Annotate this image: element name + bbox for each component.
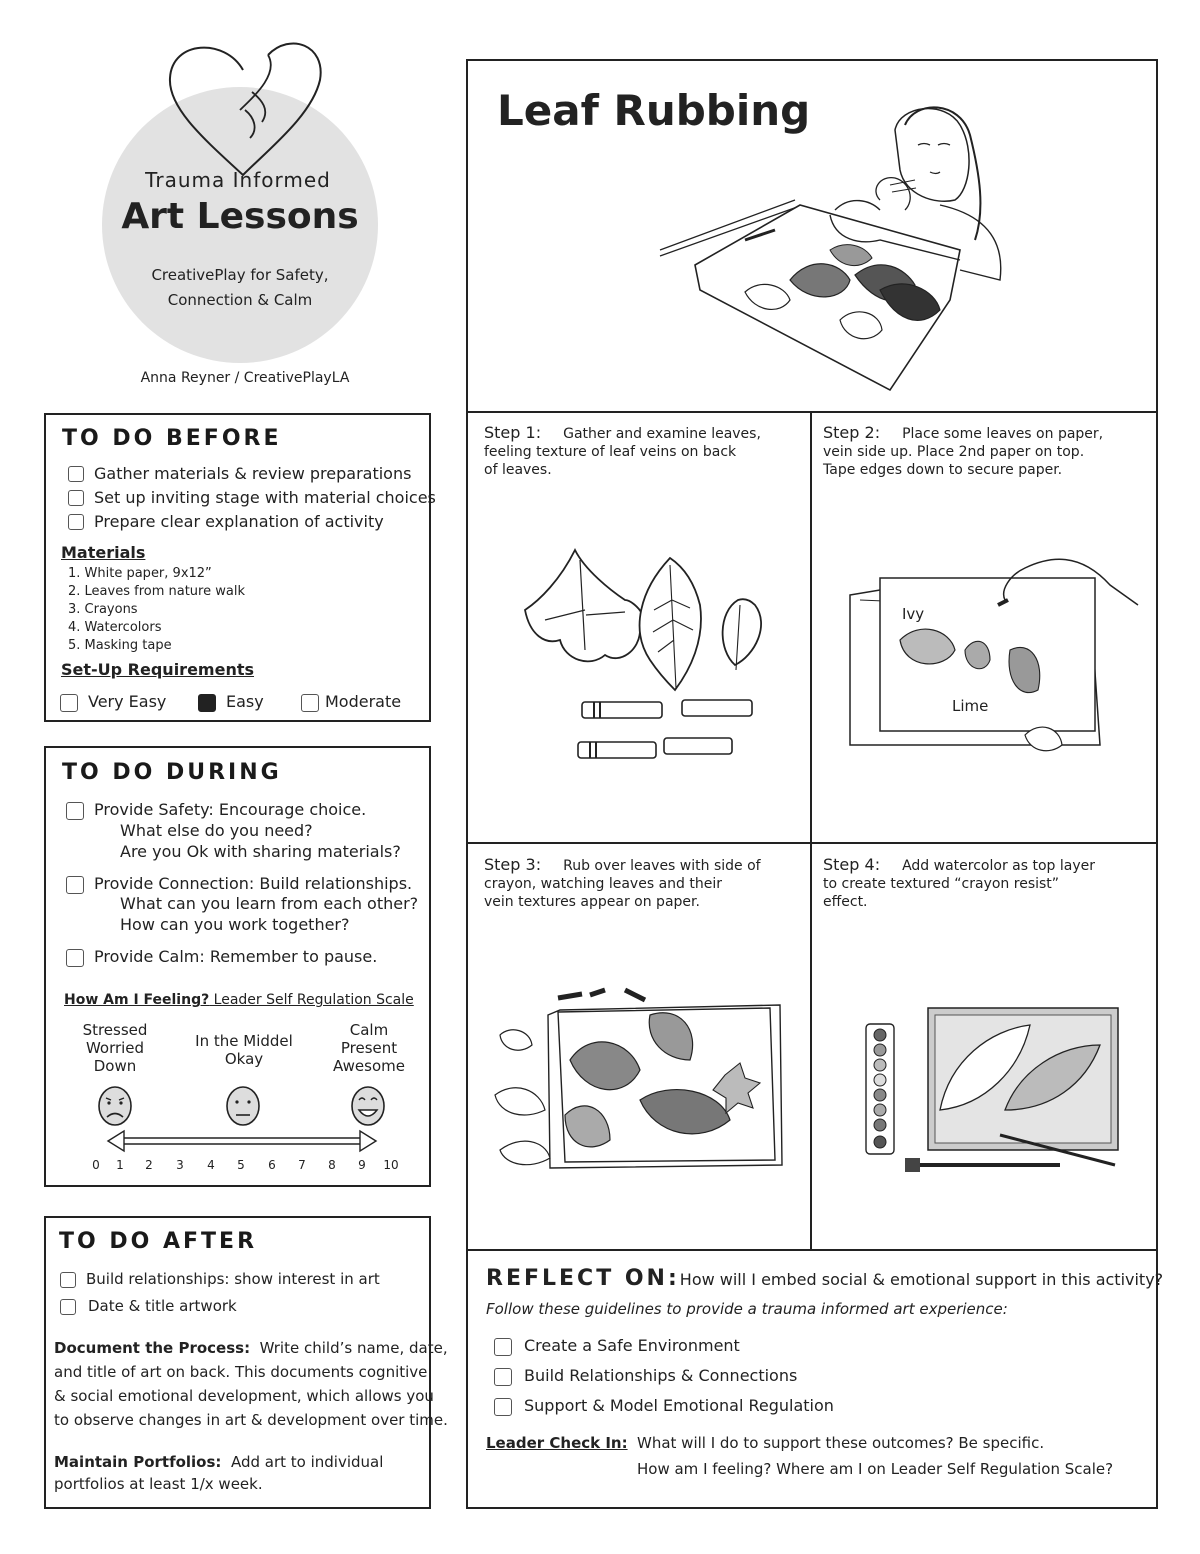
to-do-during-title: TO DO DURING bbox=[62, 760, 282, 785]
checkbox[interactable] bbox=[60, 1299, 76, 1315]
during-connection[interactable]: Provide Connection: Build relationships. bbox=[66, 874, 412, 894]
reflect-check-2[interactable]: Build Relationships & Connections bbox=[494, 1366, 797, 1386]
scale-tick: 2 bbox=[145, 1158, 153, 1172]
before-check-1[interactable]: Gather materials & review preparations bbox=[68, 464, 411, 483]
author-credit: Anna Reyner / CreativePlayLA bbox=[140, 370, 350, 386]
ivy-label: Ivy bbox=[902, 605, 925, 623]
to-do-after-title: TO DO AFTER bbox=[59, 1229, 258, 1254]
document-process-text: Document the Process: Write child’s name, date, and title of art on back. This documents cognitive & social emotional development, which allows you to observe changes in art & development over time. bbox=[54, 1339, 448, 1429]
during-safety[interactable]: Provide Safety: Encourage choice. bbox=[66, 800, 366, 820]
scale-heading-bold: How Am I Feeling? bbox=[64, 992, 210, 1008]
reflect-title: REFLECT ON: bbox=[486, 1266, 680, 1291]
material-item: 5. Masking tape bbox=[68, 638, 172, 653]
material-item: 4. Watercolors bbox=[68, 620, 162, 635]
material-item: 2. Leaves from nature walk bbox=[68, 584, 245, 599]
mood-mid-label: In the Middel Okay bbox=[195, 1032, 293, 1068]
scale-tick: 6 bbox=[268, 1158, 276, 1172]
scale-tick: 1 bbox=[116, 1158, 124, 1172]
checkbox[interactable] bbox=[60, 694, 78, 712]
reflect-heading bbox=[486, 1266, 1163, 1291]
mood-low-label: Stressed Worried Down bbox=[82, 1021, 148, 1075]
brand-tagline-1: CreativePlay for Safety, bbox=[151, 266, 329, 284]
checkbox[interactable] bbox=[60, 1272, 76, 1288]
reflect-check-3[interactable]: Support & Model Emotional Regulation bbox=[494, 1396, 834, 1416]
brand-line-2: Art Lessons bbox=[121, 196, 359, 237]
scale-tick: 0 bbox=[92, 1158, 100, 1172]
step-3-text: Step 3: Rub over leaves with side of crayon, watching leaves and their vein textures appear on paper. bbox=[484, 855, 761, 910]
portfolio-heading: Maintain Portfolios: bbox=[54, 1453, 222, 1471]
checkbox[interactable] bbox=[66, 876, 84, 894]
step-label: Step 2: bbox=[823, 423, 881, 442]
reflect-check-1[interactable]: Create a Safe Environment bbox=[494, 1336, 740, 1356]
before-check-3[interactable]: Prepare clear explanation of activity bbox=[68, 512, 384, 531]
to-do-before-title: TO DO BEFORE bbox=[62, 426, 282, 451]
checkin-line-1: What will I do to support these outcomes? Be specific. bbox=[637, 1434, 1045, 1452]
scale-tick: 3 bbox=[176, 1158, 184, 1172]
brand-tagline-2: Connection & Calm bbox=[167, 291, 313, 309]
after-check-1[interactable]: Build relationships: show interest in art bbox=[60, 1270, 380, 1288]
checkbox[interactable] bbox=[494, 1338, 512, 1356]
step-label: Step 3: bbox=[484, 855, 542, 874]
before-check-2[interactable]: Set up inviting stage with material choices bbox=[68, 488, 436, 507]
checkbox[interactable] bbox=[68, 490, 84, 506]
step-2-text: Step 2: Place some leaves on paper, vein side up. Place 2nd paper on top. Tape edges down to secure paper. bbox=[823, 423, 1104, 478]
checkbox-checked[interactable] bbox=[198, 694, 216, 712]
scale-tick: 10 bbox=[383, 1158, 399, 1172]
material-item: 1. White paper, 9x12” bbox=[68, 566, 212, 581]
checkbox[interactable] bbox=[68, 466, 84, 482]
scale-tick: 5 bbox=[237, 1158, 245, 1172]
checkbox[interactable] bbox=[66, 802, 84, 820]
checkin-heading: Leader Check In: bbox=[486, 1434, 628, 1452]
during-connection-sub: How can you work together? bbox=[120, 915, 350, 934]
checkbox[interactable] bbox=[68, 514, 84, 530]
after-check-2[interactable]: Date & title artwork bbox=[60, 1297, 237, 1315]
checkbox[interactable] bbox=[494, 1368, 512, 1386]
step-label: Step 4: bbox=[823, 855, 881, 874]
scale-heading-rest: Leader Self Regulation Scale bbox=[209, 992, 414, 1008]
checkbox[interactable] bbox=[66, 949, 84, 967]
setup-heading: Set-Up Requirements bbox=[61, 660, 255, 679]
during-connection-sub: What can you learn from each other? bbox=[120, 894, 419, 913]
material-item: 3. Crayons bbox=[68, 602, 138, 617]
setup-easy[interactable]: Easy bbox=[198, 692, 264, 712]
lesson-title: Leaf Rubbing bbox=[497, 86, 811, 135]
watercolor-illustration bbox=[0, 0, 1, 1]
materials-heading: Materials bbox=[61, 543, 146, 562]
step-4-text: Step 4: Add watercolor as top layer to create textured “crayon resist” effect. bbox=[823, 855, 1095, 910]
during-safety-sub: Are you Ok with sharing materials? bbox=[120, 842, 401, 861]
scale-heading bbox=[64, 992, 414, 1008]
scale-tick: 7 bbox=[298, 1158, 306, 1172]
setup-moderate[interactable]: Moderate bbox=[301, 692, 401, 712]
mood-high-label: Calm Present Awesome bbox=[333, 1021, 405, 1075]
step-1-text: Step 1: Gather and examine leaves, feeling texture of leaf veins on back of leaves. bbox=[484, 423, 761, 478]
scale-tick: 4 bbox=[207, 1158, 215, 1172]
during-calm[interactable]: Provide Calm: Remember to pause. bbox=[66, 947, 377, 967]
document-process-heading: Document the Process: bbox=[54, 1339, 251, 1357]
brand-line-1: Trauma Informed bbox=[145, 168, 331, 192]
scale-tick: 9 bbox=[358, 1158, 366, 1172]
checkbox[interactable] bbox=[301, 694, 319, 712]
checkin-line-2: How am I feeling? Where am I on Leader Self Regulation Scale? bbox=[637, 1460, 1114, 1478]
reflect-guideline: Follow these guidelines to provide a trauma informed art experience: bbox=[486, 1300, 1008, 1318]
checkbox[interactable] bbox=[494, 1398, 512, 1416]
portfolio-text: Maintain Portfolios: Add art to individual portfolios at least 1/x week. bbox=[54, 1453, 384, 1493]
reflect-question: How will I embed social & emotional support in this activity? bbox=[679, 1270, 1164, 1289]
step-label: Step 1: bbox=[484, 423, 542, 442]
setup-very-easy[interactable]: Very Easy bbox=[60, 692, 166, 712]
lime-label: Lime bbox=[952, 697, 989, 715]
scale-tick: 8 bbox=[328, 1158, 336, 1172]
during-safety-sub: What else do you need? bbox=[120, 821, 313, 840]
